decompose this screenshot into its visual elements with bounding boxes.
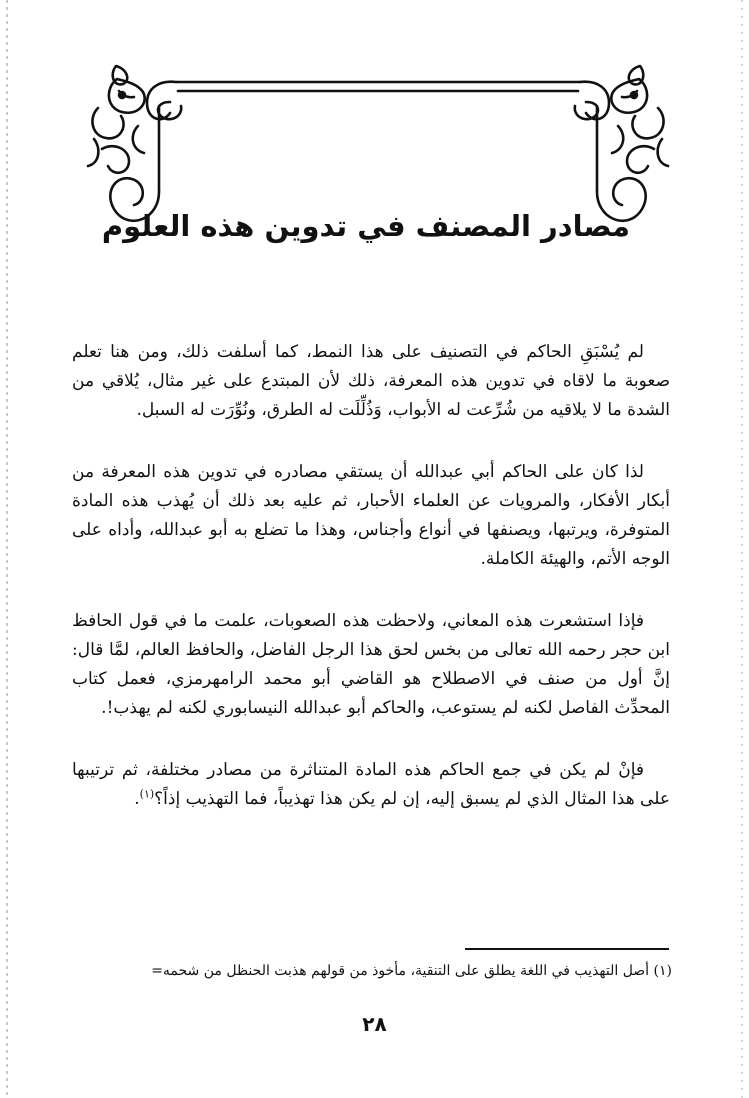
paragraph-1: لم يُسْبَقِ الحاكم في التصنيف على هذا النمط، كما أسلفت ذلك، ومن هنا تعلم صعوبة ما لاقاه في تدوين هذه المعرفة، ذلك لأن المبتدع على غير مثال، يُلاقي من الشدة ما لا يلاقيه من شُرِّعت له الأبواب، وَذُلِّلَت له الطرق، ونُوِّرَت له السبل.	[72, 342, 670, 420]
scan-edge-right	[741, 0, 743, 1098]
main-text	[72, 338, 670, 847]
page-number: ٢٨	[362, 1012, 387, 1036]
paragraph-3: فإذا استشعرت هذه المعاني، ولاحظت هذه الصعوبات، علمت ما في قول الحافظ ابن حجر رحمه الله تعالى من بخس لحق هذا الرجل الفاضل، والحافظ العالم، لمَّا قال: إنَّ أول من صنف في الاصطلاح هو القاضي أبو محمد الرامهرمزي، فعمل كتاب المحدِّث الفاصل لكنه لم يستوعب، والحاكم أبو عبدالله النيسابوري لكنه لم يهذب!.	[72, 611, 670, 718]
chapter-title: مصادر المصنف في تدوين هذه العلوم	[101, 209, 630, 243]
footnote-reference: (١)	[139, 787, 155, 801]
footnote-text: (١) أصل التهذيب في اللغة يطلق على التنقية، مأخوذ من قولهم هذبت الحنظل من شحمه=	[151, 963, 672, 979]
paragraph-2: لذا كان على الحاكم أبي عبدالله أن يستقي مصادره في تدوين هذه المعرفة من أبكار الأفكار، والمرويات عن العلماء الأحبار، ثم عليه بعد ذلك أن يُهذب هذه المادة المتوفرة، ويرتبها، ويصنفها في أنواع وأجناس، وهذا ما تضلع به أبو عبدالله، وأداه على الوجه الأتم، والهيئة الكاملة.	[72, 462, 670, 569]
paragraph-4	[72, 756, 670, 814]
footnote-divider	[465, 948, 669, 950]
scan-edge-left	[6, 0, 8, 1098]
paragraph-4-text: فإنْ لم يكن في جمع الحاكم هذه المادة المتناثرة من مصادر مختلفة، ثم ترتيبها على هذا المثال الذي لم يسبق إليه، إن لم يكن هذا تهذيباً، فما التهذيب إذاً؟	[72, 760, 670, 809]
paragraph-4-closing: .	[134, 789, 140, 809]
